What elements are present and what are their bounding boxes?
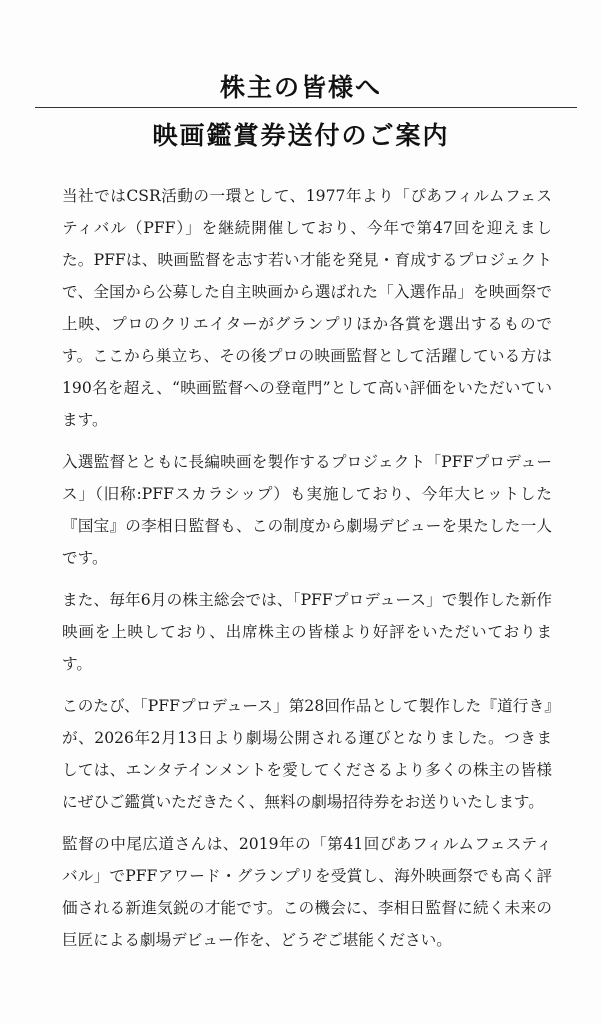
paragraph-shareholder-meeting: また、毎年6月の株主総会では、「PFFプロデュース」で製作した新作映画を上映しており、出席株主の皆様より好評をいただいております。	[62, 591, 552, 673]
page-subtitle: 映画鑑賞券送付のご案内	[152, 121, 450, 150]
paragraph-pff-overview: 当社ではCSR活動の一環として、1977年より「ぴあフィルムフェスティバル（PFF）」を継続開催しており、今年で第47回を迎えました。PFFは、映画監督を志す若い才能を発見・育成するプロジェクトで、全国から公募した自主映画から選ばれた「入選作品」を映画祭で上映、プロのクリエイターがグランプリほか各賞を選出するものです。ここから巣立ち、その後プロの映画監督として活躍している方は190名を超え、“映画監督への登竜門”として高い評価をいただいています。	[62, 187, 552, 429]
letter-body	[62, 180, 552, 956]
title-divider	[35, 107, 577, 108]
paragraph-pff-produce: 入選監督とともに長編映画を製作するプロジェクト「PFFプロデュース」（旧称:PFFスカラシップ）も実施しており、今年大ヒットした『国宝』の李相日監督も、この制度から劇場デビューを果たした一人です。	[62, 453, 552, 567]
paragraph-ticket-notice: このたび、「PFFプロデュース」第28回作品として製作した『道行き』が、2026年2月13日より劇場公開される運びとなりました。つきましては、エンタテインメントを愛してくださるより多くの株主の皆様にぜひご鑑賞いただきたく、無料の劇場招待券をお送りいたします。	[62, 697, 552, 811]
paragraph-director-profile: 監督の中尾広道さんは、2019年の「第41回ぴあフィルムフェスティバル」でPFFアワード・グランプリを受賞し、海外映画祭でも高く評価される新進気鋭の才能です。この機会に、李相日監督に続く未来の巨匠による劇場デビュー作を、どうぞご堪能ください。	[62, 835, 552, 949]
page-title: 株主の皆様へ	[219, 73, 382, 102]
